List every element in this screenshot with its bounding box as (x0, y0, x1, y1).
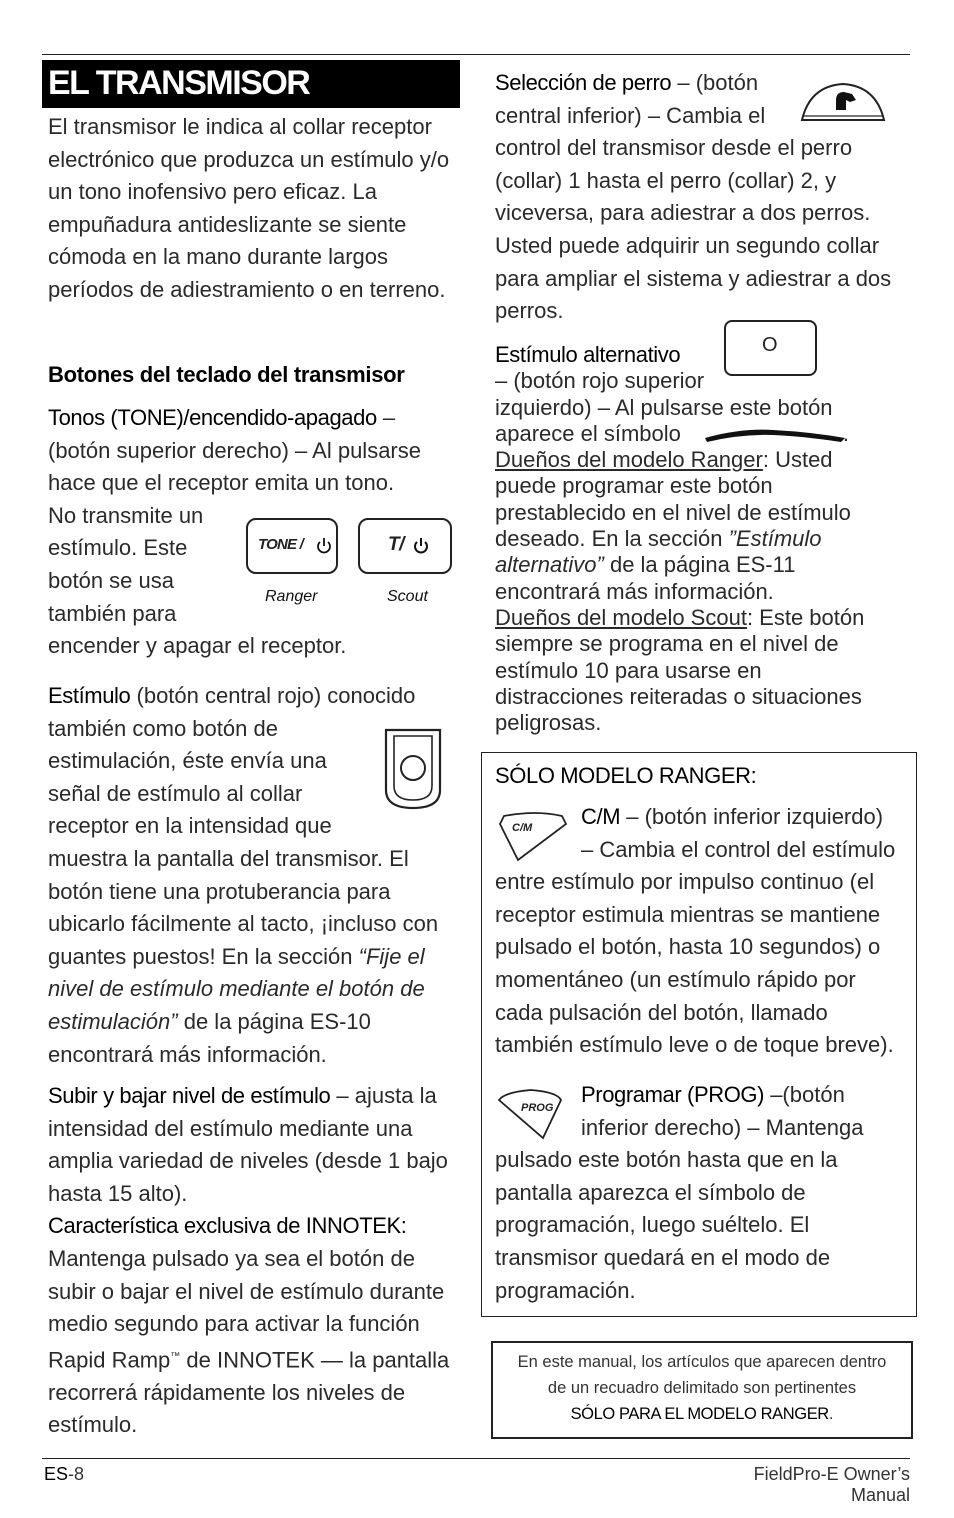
alternate-stimulus-description: Estímulo alternativo – (botón rojo superior izquierdo) – Al pulsarse este botón aparece el símbolo . Dueños del modelo Ranger: Usted puede programar este botón prestablecido en el nivel de estímulo deseado. En la sección ”Estímulo alternativo” de la página ES-11 encontrará más información. Dueños del modelo Scout: Este botón siempre se programa en el nivel de estímulo 10 para usarse en distracciones reiteradas o situaciones peligrosas. (495, 342, 865, 736)
scout-owners-label: Dueños del modelo Scout (495, 604, 747, 630)
prog-description: Programar (PROG) –(botón inferior derecho) – Mantenga pulsado este botón hasta que en la pantalla aparezca el símbolo de programación, luego suéltelo. El transmisor quedará en el modo de programación. (495, 1082, 864, 1303)
page-title: EL TRANSMISOR (48, 64, 310, 102)
innotek-exclusive-label: Característica exclusiva de INNOTEK: (48, 1213, 407, 1239)
stimulus-key-icon (380, 724, 446, 812)
level-lead: Subir y bajar nivel de estímulo (48, 1083, 331, 1108)
stimulus-lead: Estímulo (48, 683, 131, 708)
section-heading: Botones del teclado del transmisor (48, 362, 405, 387)
manual-title: FieldPro-E Owner’s Manual (753, 1464, 910, 1505)
intro-paragraph: El transmisor le indica al collar receptor electrónico que produzca un estímulo y/o un tono inofensivo pero eficaz. La empuñadura antideslizante se siente cómoda en la mano durante largos períodos de adiestramiento o en terreno. (48, 114, 450, 302)
ranger-box-heading: SÓLO MODELO RANGER: (495, 763, 757, 788)
alternate-stimulus-lead: Estímulo alternativo (495, 342, 681, 367)
tone-description: Tonos (TONE)/encendido-apagado – (botón superior derecho) – Al pulsarse hace que el receptor emita un tono. No transmite un estímulo. Este botón se usa también para encender y apagar el receptor. (48, 405, 421, 659)
note-text: En este manual, los artículos que aparecen dentro de un recuadro delimitado son pertinentes SÓLO PARA EL MODELO RANGER. (517, 1353, 887, 1423)
scout-tone-label: T/ (388, 534, 404, 555)
level-description: Subir y bajar nivel de estímulo – ajusta la intensidad del estímulo mediante una amplia variedad de niveles (desde 1 bajo hasta 15 alto). Característica exclusiva de INNOTEK: Mantenga pulsado ya sea el botón de subir o bajar el nivel de estímulo durante medio segundo para activar la función Rapid Ramp™ de INNOTEK — la pantalla recorrerá rápidamente los niveles de estímulo. (48, 1080, 473, 1442)
scout-caption: Scout (387, 588, 428, 605)
dog-select-key-icon (800, 80, 886, 126)
stimulus-description: Estímulo (botón central rojo) conocido también como botón de estimulación, éste envía una señal de estímulo al collar receptor en la intensidad que muestra la pantalla del transmisor. El botón tiene una protuberancia para ubicarlo fácilmente al tacto, ¡incluso con guantes puestos! En la sección “Fije el nivel de estímulo mediante el botón de estimulación” de la página ES-10 encontrará más información. (48, 683, 439, 1067)
dog-selection-description: Selección de perro – (botón central inferior) – Cambia el control del transmisor desde el perro (collar) 1 hasta el perro (collar) 2, y viceversa, para adiestrar a dos perros. Usted puede adquirir un segundo collar para ampliar el sistema y adiestrar a dos perros. (495, 70, 892, 324)
ranger-owners-label: Dueños del modelo Ranger (495, 447, 763, 473)
alternate-key-symbol: O (762, 334, 778, 356)
top-rule (42, 54, 910, 55)
ranger-tone-key (246, 518, 338, 574)
cm-key-label: C/M (512, 822, 533, 834)
ranger-tone-label: TONE / (258, 536, 303, 553)
footer-rule (42, 1458, 910, 1459)
power-icon (316, 537, 332, 555)
ranger-caption: Ranger (265, 588, 318, 605)
prog-lead: Programar (PROG) (581, 1082, 765, 1107)
power-icon (413, 537, 429, 555)
cm-description: C/M – (botón inferior izquierdo) – Cambia el control del estímulo entre estímulo por impulso continuo (el receptor estimula mientras se mantiene pulsado el botón, hasta 10 segundos) o momentáneo (un estímulo rápido por cada pulsación del botón, llamado también estímulo leve o de toque breve). (495, 804, 896, 1058)
cm-lead: C/M (581, 804, 621, 829)
page-number: ES-8 (44, 1464, 85, 1484)
dog-selection-lead: Selección de perro (495, 70, 672, 95)
tone-lead: Tonos (TONE)/encendido-apagado (48, 405, 377, 430)
scout-tone-key (358, 518, 452, 574)
alternate-stimulus-key-icon (724, 320, 817, 376)
title-bar (42, 60, 460, 108)
prog-key-label: PROG (521, 1102, 554, 1114)
alternate-stimulus-symbol-icon (701, 424, 847, 444)
